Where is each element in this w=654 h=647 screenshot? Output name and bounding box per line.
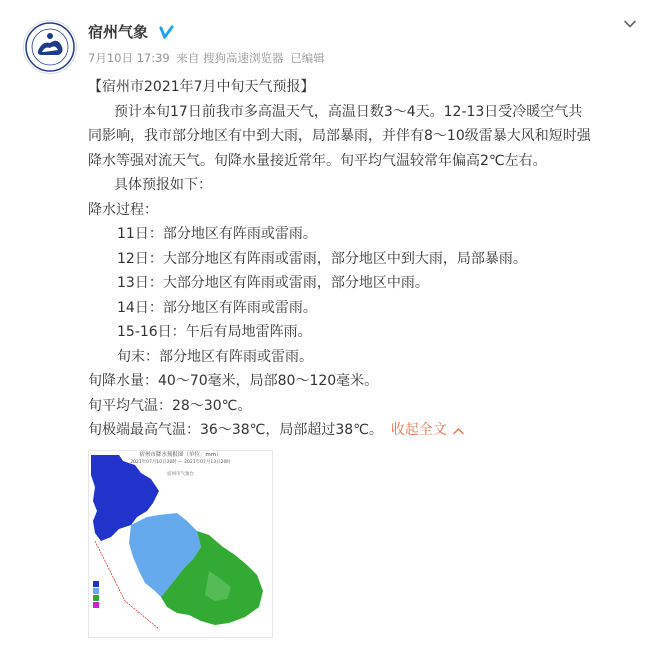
post-title: 【宿州市2021年7月中旬天气预报】: [88, 79, 315, 95]
post-paragraph-line: 同影响，我市部分地区有中到大雨，局部暴雨，并伴有8～10级雷暴大风和短时强: [88, 128, 591, 144]
post-paragraph-line: 降水等强对流天气。旬降水量接近常年。旬平均气温较常年偏高2℃左右。: [88, 152, 547, 169]
post-meta: [88, 49, 328, 67]
account-name[interactable]: 宿州气象: [88, 23, 149, 41]
chevron-down-icon[interactable]: [622, 16, 638, 32]
map-organization: 宿州市气象台: [167, 472, 194, 477]
max-temperature: 旬极端最高气温：36～38℃，局部超过38℃。: [88, 422, 383, 438]
precip-heading: 降水过程：: [88, 201, 158, 218]
post-paragraph-line: 预计本旬17日前我市多高温天气，高温日数3～4天。12-13日受冷暖空气共: [114, 103, 583, 120]
rainfall-total: 旬降水量：40～70毫米，局部80～120毫米。: [88, 373, 379, 389]
precipitation-map-graphic: [89, 451, 272, 637]
precipitation-map-image[interactable]: [88, 450, 273, 638]
post-body: [88, 75, 644, 443]
map-title: 宿州市降水预报图（单位：mm）: [139, 452, 222, 458]
daily-forecast-item: 14日：部分地区有阵雨或雷雨。: [117, 299, 317, 316]
details-intro: 具体预报如下：: [114, 177, 212, 193]
weather-bureau-logo-icon: [24, 21, 76, 73]
daily-forecast-item: 旬末：部分地区有阵雨或雷雨。: [117, 348, 313, 365]
edited-label[interactable]: 已编辑: [290, 51, 325, 65]
avatar[interactable]: [23, 20, 77, 74]
daily-forecast-item: 11日：部分地区有阵雨或雷雨。: [117, 226, 317, 242]
post-timestamp[interactable]: 7月10日 17:39: [88, 51, 170, 65]
verified-badge-icon: [159, 25, 174, 40]
collapse-button[interactable]: [391, 422, 464, 438]
daily-forecast-item: 15-16日：午后有局地雷阵雨。: [117, 324, 312, 340]
post-source: 来自 搜狗高速浏览器: [176, 51, 284, 65]
avg-temperature: 旬平均气温：28～30℃。: [88, 397, 252, 414]
daily-forecast-item: 12日：大部分地区有阵雨或雷雨，部分地区中到大雨，局部暴雨。: [117, 250, 527, 267]
chevron-up-icon: [453, 427, 464, 435]
collapse-label: 收起全文: [390, 422, 447, 438]
map-subtitle: 2021年07月10日20时 — 2021年07月13日20时: [130, 460, 231, 465]
daily-forecast-item: 13日：大部分地区有阵雨或雷雨，部分地区中雨。: [117, 275, 429, 291]
max-temperature-line: [88, 418, 644, 443]
